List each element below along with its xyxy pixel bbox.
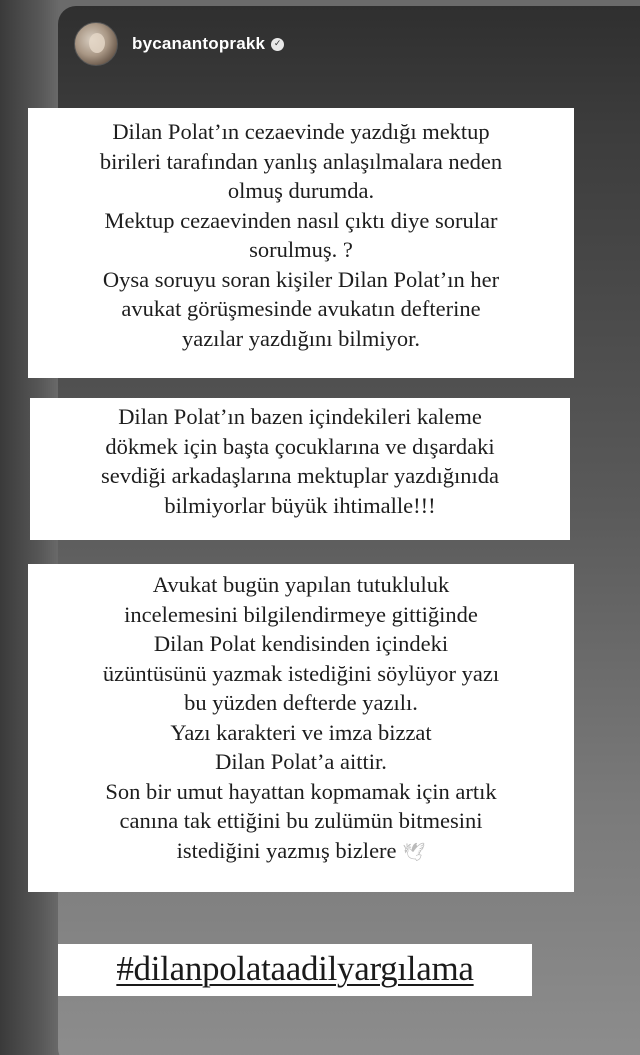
text-line: avukat görüşmesinde avukatın defterine xyxy=(121,296,481,321)
text-line: bilmiyorlar büyük ihtimalle!!! xyxy=(164,492,436,518)
text-line: Avukat bugün yapılan tutukluluk xyxy=(152,572,450,597)
text-block-2 xyxy=(30,398,570,540)
username[interactable]: bycanantoprakk xyxy=(132,34,266,53)
text-line: incelemesini bilgilendirmeye gittiğinde xyxy=(124,601,478,627)
last-line-text: istediğini yazmış bizlere xyxy=(176,837,397,863)
text-line: sevdiği arkadaşlarına mektuplar yazdığınıda xyxy=(101,463,499,488)
avatar-image xyxy=(89,33,105,53)
text-line: Dilan Polat’ın cezaevinde yazdığı mektup xyxy=(112,119,490,144)
text-line: birileri tarafından yanlış anlaşılmalara neden xyxy=(99,148,503,174)
text-line: Dilan Polat kendisinden içindeki xyxy=(153,631,449,656)
story-header xyxy=(74,22,284,66)
text-line: olmuş durumda. xyxy=(227,178,375,203)
text-line: Yazı karakteri ve imza bizzat xyxy=(170,719,432,745)
text-line: Mektup cezaevinden nasıl çıktı diye sorular xyxy=(104,207,498,233)
text-block-3 xyxy=(28,564,574,892)
text-line: Oysa soruyu soran kişiler Dilan Polat’ın her xyxy=(102,266,500,292)
text-line xyxy=(34,836,568,868)
text-line: Dilan Polat’a aittir. xyxy=(215,749,387,774)
text-line: canına tak ettiğini bu zulümün bitmesini xyxy=(119,808,483,833)
text-line: sorulmuş. ? xyxy=(249,237,353,262)
text-line: üzüntüsünü yazmak istediğini söylüyor yazı xyxy=(102,660,500,686)
text-line: Son bir umut hayattan kopmamak için artık xyxy=(105,778,497,804)
verified-badge-icon: ✓ xyxy=(271,38,284,51)
profile-avatar[interactable] xyxy=(74,22,118,66)
text-line: dökmek için başta çocuklarına ve dışardaki xyxy=(105,433,495,459)
text-line: bu yüzden defterde yazılı. xyxy=(184,690,418,715)
text-line: yazılar yazdığını bilmiyor. xyxy=(181,325,421,351)
hashtag-link[interactable]: #dilanpolataadilyargılama xyxy=(116,949,474,988)
dove-icon: 🕊 xyxy=(402,841,426,863)
text-block-1 xyxy=(28,108,574,378)
text-line: Dilan Polat’ın bazen içindekileri kaleme xyxy=(118,404,482,429)
hashtag-sticker[interactable] xyxy=(58,944,532,996)
